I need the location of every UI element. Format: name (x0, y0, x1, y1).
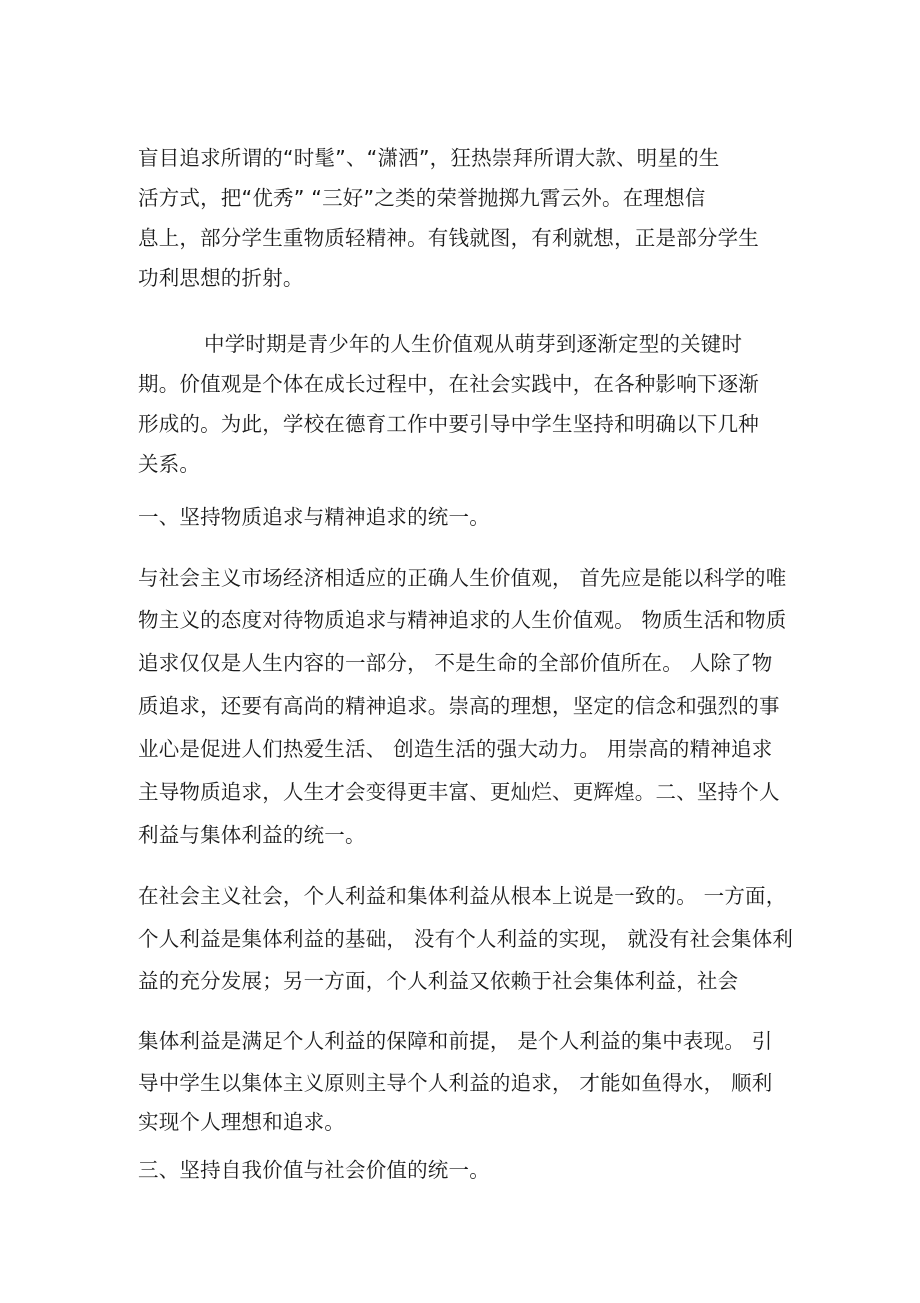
text-line: 关系。 (138, 452, 201, 476)
text-line: 期。价值观是个体在成长过程中，在社会实践中，在各种影响下逐渐 (138, 372, 759, 396)
text-line: 物主义的态度对待物质追求与精神追求的人生价值观。 物质生活和物质 (138, 608, 787, 632)
text-line: 益的充分发展；另一方面，个人利益又依赖于社会集体利益，社会 (138, 969, 739, 993)
text-line: 利益与集体利益的统一。 (138, 823, 366, 847)
section-heading-3: 三、坚持自我价值与社会价值的统一。 (138, 1158, 490, 1182)
text-line: 质追求，还要有高尚的精神追求。崇高的理想，坚定的信念和强烈的事 (138, 694, 780, 718)
text-line: 追求仅仅是人生内容的一部分， 不是生命的全部价值所在。 人除了物 (138, 651, 773, 675)
text-line: 导中学生以集体主义原则主导个人利益的追求， 才能如鱼得水， 顺利 (138, 1071, 773, 1095)
text-line: 集体利益是满足个人利益的保障和前提， 是个人利益的集中表现。 引 (138, 1029, 773, 1053)
text-line: 与社会主义市场经济相适应的正确人生价值观， 首先应是能以科学的唯 (138, 566, 787, 590)
text-line: 息上，部分学生重物质轻精神。有钱就图，有利就想，正是部分学生 (138, 226, 759, 250)
text-line: 盲目追求所谓的“时髦”、“潇洒”，狂热崇拜所谓大款、明星的生 (138, 146, 720, 170)
text-line: 实现个人理想和追求。 (138, 1110, 345, 1134)
text-line: 主导物质追求，人生才会变得更丰富、更灿烂、更辉煌。二、坚持个人 (138, 780, 780, 804)
text-line: 中学时期是青少年的人生价值观从萌芽到逐渐定型的关键时 (204, 332, 743, 356)
text-line: 形成的。为此，学校在德育工作中要引导中学生坚持和明确以下几种 (138, 412, 759, 436)
text-line: 功利思想的折射。 (138, 266, 304, 290)
text-line: 个人利益是集体利益的基础， 没有个人利益的实现， 就没有社会集体利 (138, 927, 794, 951)
text-line: 业心是促进人们热爱生活、 创造生活的强大动力。 用崇高的精神追求 (138, 737, 773, 761)
section-heading-1: 一、坚持物质追求与精神追求的统一。 (138, 505, 490, 529)
text-line: 活方式，把“优秀” “三好”之类的荣誉抛掷九霄云外。在理想信 (138, 186, 706, 210)
text-line: 在社会主义社会，个人利益和集体利益从根本上说是一致的。 一方面， (138, 884, 787, 908)
